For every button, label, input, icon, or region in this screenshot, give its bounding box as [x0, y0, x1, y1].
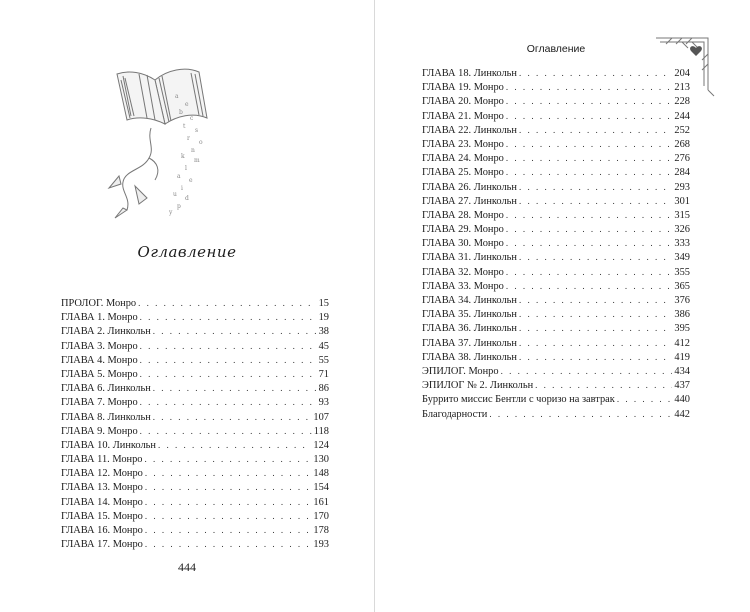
toc-entry-page: 86	[318, 383, 329, 395]
toc-entry-title: ГЛАВА 21. Монро	[422, 110, 504, 122]
toc-entry-title: ГЛАВА 32. Монро	[422, 266, 504, 278]
toc-entry-page: 419	[674, 351, 690, 363]
toc-entry-page: 376	[674, 295, 690, 306]
toc-entry-title: ГЛАВА 22. Линкольн	[422, 124, 517, 136]
section-title: Оглавление	[137, 243, 237, 261]
toc-entry	[61, 339, 329, 353]
toc-entry-page: 55	[318, 354, 329, 366]
toc-entry-page: 440	[674, 394, 690, 406]
left-page	[0, 0, 374, 612]
toc-entry-title: ГЛАВА 7. Монро	[61, 397, 138, 409]
toc-entry-title: ГЛАВА 37. Линкольн	[422, 337, 517, 349]
toc-leader-dots	[489, 407, 672, 421]
svg-text:n: n	[191, 147, 195, 154]
svg-text:b: b	[179, 109, 183, 116]
toc-entry	[422, 109, 690, 123]
toc-entry-page: 244	[674, 110, 690, 122]
toc-entry-page: 412	[674, 337, 690, 349]
toc-entry	[61, 296, 329, 310]
svg-text:y: y	[169, 209, 173, 216]
toc-leader-dots	[153, 324, 317, 338]
toc-entry-title: ГЛАВА 24. Монро	[422, 153, 504, 165]
svg-text:m: m	[194, 157, 200, 164]
toc-entry-title: ГЛАВА 4. Монро	[61, 354, 138, 366]
toc-entry-page: 228	[674, 96, 690, 108]
toc-leader-dots	[501, 364, 673, 378]
toc-leader-dots	[140, 395, 317, 409]
toc-leader-dots	[145, 495, 312, 509]
toc-entry	[61, 537, 329, 551]
svg-text:p: p	[177, 203, 181, 210]
toc-entry	[61, 424, 329, 438]
toc-entry-title: ГЛАВА 34. Линкольн	[422, 295, 517, 306]
toc-leader-dots	[506, 165, 673, 179]
toc-leader-dots	[506, 80, 673, 94]
toc-entry-title: ГЛАВА 30. Монро	[422, 238, 504, 250]
toc-leader-dots	[506, 94, 673, 108]
toc-leader-dots	[617, 392, 673, 406]
toc-leader-dots	[519, 194, 672, 208]
toc-entry-title: ГЛАВА 28. Монро	[422, 209, 504, 221]
toc-leader-dots	[140, 367, 317, 381]
toc-entry-page: 284	[674, 167, 690, 179]
toc-entry-title: ГЛАВА 25. Монро	[422, 167, 504, 179]
toc-entry	[422, 80, 690, 94]
toc-leader-dots	[519, 350, 672, 364]
toc-entry	[61, 438, 329, 452]
toc-leader-dots	[138, 296, 317, 310]
svg-text:t: t	[183, 123, 186, 130]
svg-text:i: i	[181, 185, 183, 192]
toc-entry-title: ГЛАВА 5. Монро	[61, 368, 138, 380]
toc-leader-dots	[140, 353, 317, 367]
toc-leader-dots	[140, 310, 317, 324]
flying-book-icon	[95, 58, 245, 223]
toc-entry-page: 38	[318, 326, 329, 338]
toc-leader-dots	[519, 123, 672, 137]
toc-leader-dots	[506, 279, 673, 293]
toc-entry-page: 193	[313, 539, 329, 551]
toc-entry-page: 437	[674, 380, 690, 392]
toc-entry-title: ГЛАВА 31. Линкольн	[422, 252, 517, 264]
toc-entry-title: Буррито миссис Бентли с чоризо на завтрак	[422, 394, 615, 406]
svg-text:k: k	[181, 153, 185, 160]
toc-entry-page: 15	[318, 298, 329, 309]
toc-entry	[422, 307, 690, 321]
toc-leader-dots	[535, 378, 672, 392]
toc-entry	[422, 137, 690, 151]
toc-leader-dots	[145, 466, 312, 480]
toc-entry-page: 118	[313, 425, 329, 437]
toc-leader-dots	[519, 307, 672, 321]
toc-leader-dots	[140, 339, 317, 353]
toc-entry-page: 301	[674, 195, 690, 207]
toc-entry-title: ГЛАВА 12. Монро	[61, 468, 143, 480]
toc-entry	[61, 495, 329, 509]
toc-entry-title: ГЛАВА 11. Монро	[61, 454, 143, 466]
svg-text:e: e	[185, 101, 189, 108]
toc-leader-dots	[145, 509, 312, 523]
toc-entry-page: 315	[674, 209, 690, 221]
toc-entry-page: 45	[318, 340, 329, 352]
toc-leader-dots	[519, 66, 672, 80]
toc-leader-dots	[519, 293, 672, 307]
toc-entry	[61, 367, 329, 381]
toc-entry	[422, 66, 690, 80]
toc-leader-dots	[519, 180, 672, 194]
svg-text:o: o	[199, 139, 203, 146]
toc-entry-page: 148	[313, 468, 329, 480]
toc-entry	[61, 466, 329, 480]
toc-entry	[422, 321, 690, 335]
toc-leader-dots	[519, 336, 672, 350]
toc-entry	[61, 523, 329, 537]
toc-entry-title: ЭПИЛОГ. Монро	[422, 365, 499, 377]
toc-entry-page: 71	[318, 368, 329, 380]
toc-entry	[422, 123, 690, 137]
toc-leader-dots	[506, 137, 673, 151]
running-head: Оглавление	[526, 43, 586, 55]
toc-entry-title: ГЛАВА 13. Монро	[61, 482, 143, 494]
toc-entry-page: 124	[313, 439, 329, 451]
toc-entry	[61, 509, 329, 523]
toc-entry-page: 333	[674, 238, 690, 250]
toc-leader-dots	[153, 381, 317, 395]
toc-entry	[61, 480, 329, 494]
svg-text:l: l	[185, 165, 187, 172]
toc-entry-page: 204	[674, 68, 690, 79]
toc-leader-dots	[506, 109, 673, 123]
toc-entry-title: ГЛАВА 18. Линкольн	[422, 68, 517, 79]
toc-entry	[61, 395, 329, 409]
toc-entry-title: ГЛАВА 36. Линкольн	[422, 323, 517, 335]
toc-leader-dots	[506, 208, 673, 222]
toc-entry	[61, 410, 329, 424]
toc-entry	[422, 350, 690, 364]
toc-entry	[422, 336, 690, 350]
toc-entry	[61, 452, 329, 466]
toc-entry-title: ГЛАВА 8. Линкольн	[61, 411, 151, 423]
toc-entry-title: ГЛАВА 3. Монро	[61, 340, 138, 352]
toc-leader-dots	[158, 438, 311, 452]
toc-entry-page: 130	[313, 454, 329, 466]
toc-entry-title: ГЛАВА 1. Монро	[61, 312, 138, 324]
svg-text:r: r	[187, 135, 190, 142]
toc-entry	[422, 222, 690, 236]
toc-entry-page: 355	[674, 266, 690, 278]
toc-entry-page: 213	[674, 82, 690, 94]
toc-entry-title: ПРОЛОГ. Монро	[61, 298, 137, 309]
svg-text:e: e	[189, 177, 193, 184]
toc-entry	[422, 279, 690, 293]
toc-entry-page: 293	[674, 181, 690, 193]
toc-entry-page: 442	[674, 408, 690, 420]
svg-text:u: u	[173, 191, 177, 198]
toc-entry-page: 349	[674, 252, 690, 264]
toc-leader-dots	[145, 523, 312, 537]
toc-entry-page: 276	[674, 153, 690, 165]
toc-entry-page: 107	[313, 411, 329, 423]
toc-entry-page: 252	[674, 124, 690, 136]
toc-entry	[422, 250, 690, 264]
toc-leader-dots	[145, 537, 312, 551]
toc-list-right	[422, 66, 690, 421]
toc-leader-dots	[145, 480, 312, 494]
toc-entry	[422, 180, 690, 194]
toc-list-left	[61, 296, 329, 551]
toc-entry	[422, 94, 690, 108]
toc-entry	[422, 208, 690, 222]
toc-entry-title: ГЛАВА 33. Монро	[422, 280, 504, 292]
toc-entry-title: ГЛАВА 10. Линкольн	[61, 439, 156, 451]
toc-entry	[61, 324, 329, 338]
toc-entry-title: ГЛАВА 27. Линкольн	[422, 195, 517, 207]
toc-entry-title: ГЛАВА 15. Монро	[61, 510, 143, 522]
toc-entry-title: ГЛАВА 9. Монро	[61, 425, 138, 437]
svg-text:c: c	[190, 115, 194, 122]
toc-entry	[422, 364, 690, 378]
toc-entry-page: 178	[313, 525, 329, 536]
toc-entry-title: Благодарности	[422, 408, 488, 420]
toc-entry-page: 161	[313, 496, 329, 508]
toc-entry-page: 19	[318, 312, 329, 324]
toc-entry	[422, 392, 690, 406]
toc-entry	[422, 378, 690, 392]
toc-entry-title: ГЛАВА 20. Монро	[422, 96, 504, 108]
toc-leader-dots	[519, 250, 672, 264]
toc-entry	[61, 310, 329, 324]
toc-entry-title: ГЛАВА 38. Линкольн	[422, 351, 517, 363]
toc-entry-page: 365	[674, 280, 690, 292]
toc-entry-title: ГЛАВА 23. Монро	[422, 138, 504, 150]
toc-entry-page: 154	[313, 482, 329, 494]
toc-leader-dots	[506, 265, 673, 279]
toc-leader-dots	[153, 410, 312, 424]
svg-text:a: a	[175, 93, 179, 100]
toc-entry-title: ГЛАВА 19. Монро	[422, 82, 504, 94]
toc-entry-title: ГЛАВА 35. Линкольн	[422, 309, 517, 321]
page-number: 444	[178, 560, 196, 574]
svg-text:d: d	[185, 195, 189, 202]
toc-leader-dots	[506, 222, 673, 236]
svg-text:a: a	[177, 173, 181, 180]
toc-entry	[422, 236, 690, 250]
toc-entry-title: ГЛАВА 2. Линкольн	[61, 326, 151, 338]
toc-leader-dots	[506, 151, 673, 165]
toc-entry-title: ГЛАВА 29. Монро	[422, 224, 504, 236]
toc-entry-page: 434	[674, 365, 690, 377]
toc-entry-title: ГЛАВА 17. Монро	[61, 539, 143, 551]
toc-entry	[61, 353, 329, 367]
svg-text:s: s	[195, 127, 199, 134]
toc-entry	[61, 381, 329, 395]
toc-leader-dots	[506, 236, 673, 250]
toc-entry	[422, 407, 690, 421]
toc-entry	[422, 293, 690, 307]
toc-entry	[422, 265, 690, 279]
toc-entry-page: 93	[318, 397, 329, 409]
toc-leader-dots	[140, 424, 312, 438]
toc-entry	[422, 151, 690, 165]
toc-leader-dots	[144, 452, 311, 466]
toc-entry	[422, 194, 690, 208]
toc-entry-title: ГЛАВА 6. Линкольн	[61, 383, 151, 395]
toc-entry	[422, 165, 690, 179]
toc-leader-dots	[519, 321, 672, 335]
toc-entry-page: 170	[313, 510, 329, 522]
toc-entry-title: ЭПИЛОГ № 2. Линкольн	[422, 380, 534, 392]
toc-entry-page: 395	[674, 323, 690, 335]
toc-entry-page: 386	[674, 309, 690, 321]
toc-entry-title: ГЛАВА 26. Линкольн	[422, 181, 517, 193]
toc-entry-page: 326	[674, 224, 690, 236]
toc-entry-title: ГЛАВА 14. Монро	[61, 496, 143, 508]
toc-entry-title: ГЛАВА 16. Монро	[61, 525, 143, 536]
toc-entry-page: 268	[674, 138, 690, 150]
